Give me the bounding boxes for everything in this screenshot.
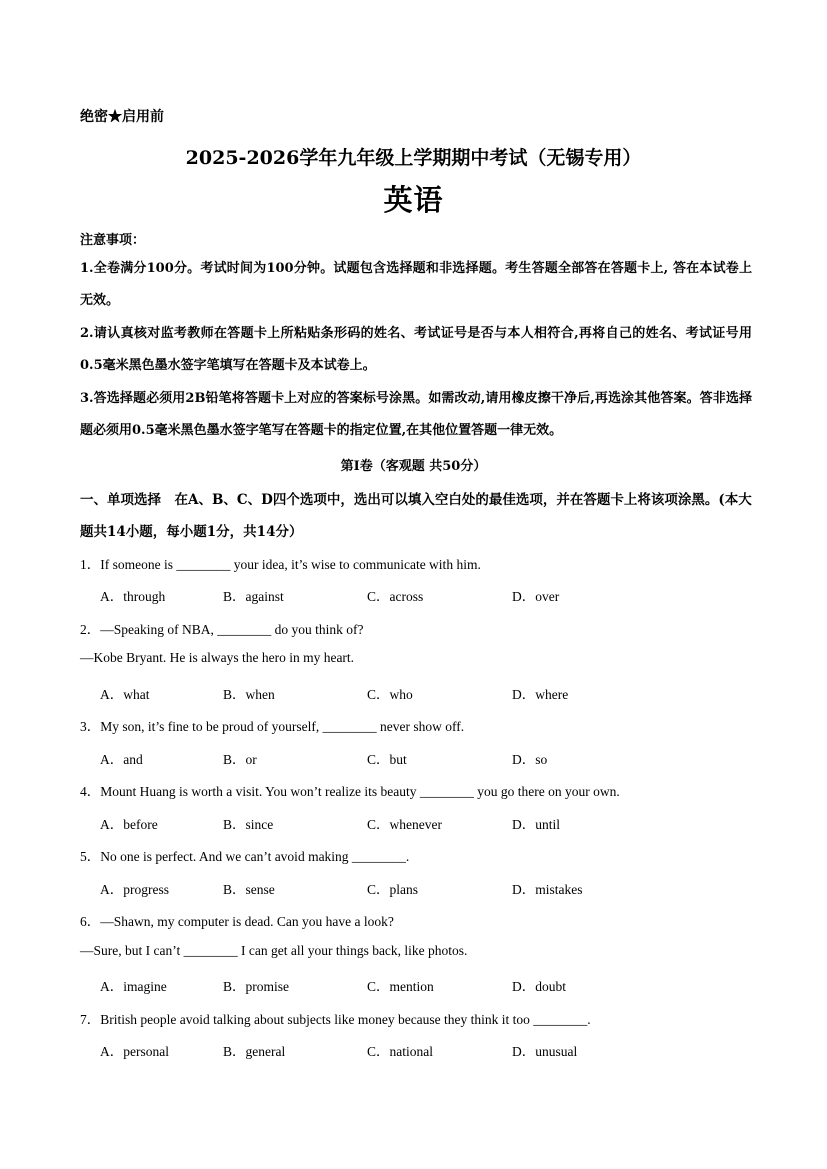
question-2-stem-line-2: —Kobe Bryant. He is always the hero in my heart. xyxy=(80,650,355,665)
question-5-stem: 5．No one is perfect. And we can’t avoid making ________. xyxy=(80,849,410,864)
exam-title: 2025-2026学年九年级上学期期中考试（无锡专用） xyxy=(185,147,642,169)
question-2-option-b: B．when xyxy=(223,687,275,702)
question-5-option-c: C．plans xyxy=(367,882,419,897)
question-4-option-d: D．until xyxy=(512,817,561,832)
question-6-option-b: B．promise xyxy=(223,979,289,994)
question-5-option-b: B．sense xyxy=(223,882,275,897)
question-3-stem: 3．My son, it’s fine to be proud of yourself, ________ never show off. xyxy=(80,719,465,734)
question-7-option-b: B．general xyxy=(223,1044,286,1059)
question-2-option-a: A．what xyxy=(100,687,150,702)
question-3-option-c: C．but xyxy=(367,752,407,767)
question-7-option-d: D．unusual xyxy=(512,1044,578,1059)
question-1-option-d: D．over xyxy=(512,589,560,604)
question-6-option-d: D．doubt xyxy=(512,979,566,994)
question-4-option-a: A．before xyxy=(100,817,158,832)
question-4-option-c: C．whenever xyxy=(367,817,442,832)
question-2-stem: 2．—Speaking of NBA, ________ do you think of? xyxy=(80,622,364,637)
note-item-2: 2.请认真核对监考教师在答题卡上所粘贴条形码的姓名、考试证号是否与本人相符合,再将自己的姓名、考试证号用0.5毫米黑色墨水签字笔填写在答题卡及本试卷上。 xyxy=(80,326,752,373)
notes-heading: 注意事项： xyxy=(80,233,146,248)
question-6-stem: 6．—Shawn, my computer is dead. Can you have a look? xyxy=(80,914,394,929)
question-3-option-a: A．and xyxy=(100,752,143,767)
question-1-stem: 1．If someone is ________ your idea, it’s wise to communicate with him. xyxy=(80,557,481,572)
note-item-1: 1.全卷满分100分。考试时间为100分钟。试题包含选择题和非选择题。考生答题全部答在答题卡上, 答在本试卷上无效。 xyxy=(80,261,752,308)
question-1-option-c: C．across xyxy=(367,589,424,604)
question-1-option-b: B．against xyxy=(223,589,284,604)
question-7-option-a: A．personal xyxy=(100,1044,169,1059)
note-item-3: 3.答选择题必须用2B铅笔将答题卡上对应的答案标号涂黑。如需改动,请用橡皮擦干净后,再选涂其他答案。答非选择题必须用0.5毫米黑色墨水签字笔写在答题卡的指定位置,在其他位置答题一律无效。 xyxy=(80,391,752,438)
question-7-option-c: C．national xyxy=(367,1044,433,1059)
secret-mark: 绝密★启用前 xyxy=(80,109,164,125)
question-2-option-c: C．who xyxy=(367,687,413,702)
question-6-option-a: A．imagine xyxy=(100,979,167,994)
question-5-option-d: D．mistakes xyxy=(512,882,583,897)
question-5-option-a: A．progress xyxy=(100,882,169,897)
question-1-option-a: A．through xyxy=(100,589,166,604)
question-7-stem: 7．British people avoid talking about subjects like money because they think it too ________. xyxy=(80,1012,591,1027)
section-heading: 第I卷（客观题 共50分） xyxy=(340,459,487,474)
subject-title: 英语 xyxy=(383,183,444,217)
question-4-stem: 4．Mount Huang is worth a visit. You won’t realize its beauty ________ you go there on your own. xyxy=(80,784,620,799)
question-3-option-b: B．or xyxy=(223,752,257,767)
question-6-stem-line-2: —Sure, but I can’t ________ I can get all your things back, like photos. xyxy=(80,943,468,958)
question-4-option-b: B．since xyxy=(223,817,274,832)
question-6-option-c: C．mention xyxy=(367,979,434,994)
question-2-option-d: D．where xyxy=(512,687,569,702)
part-title: 一、单项选择 在A、B、C、D四个选项中，选出可以填入空白处的最佳选项，并在答题卡上将该项涂黑。(本大题共14小题，每小题1分，共14分） xyxy=(80,492,752,540)
question-3-option-d: D．so xyxy=(512,752,548,767)
